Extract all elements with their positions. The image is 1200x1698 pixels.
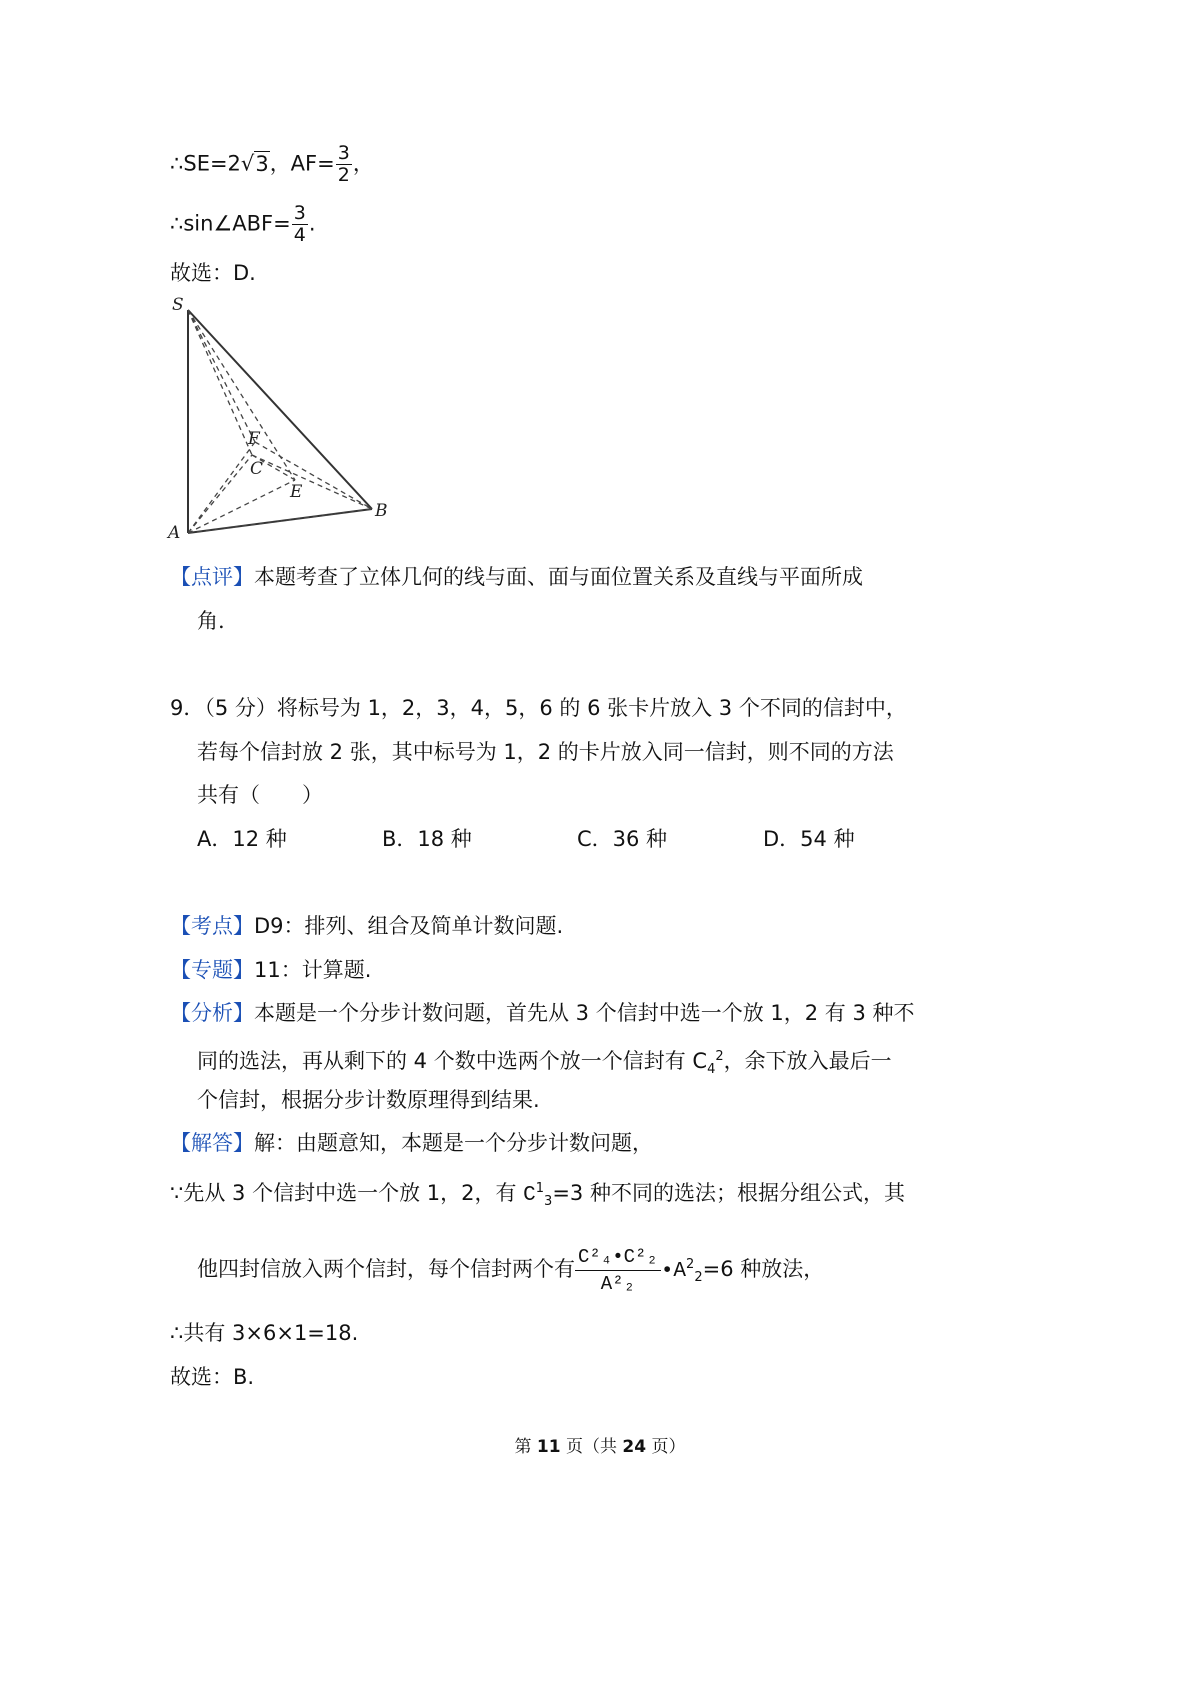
question-line3: 共有（ ） xyxy=(197,783,323,807)
option-d[interactable]: D．54 种 xyxy=(763,827,855,851)
zhuanti-tag: 【专题】 xyxy=(170,958,254,982)
dashed-ab xyxy=(188,509,372,533)
comment-line1 xyxy=(170,562,863,592)
kaodian-tag: 【考点】 xyxy=(170,914,254,938)
answer-b: 故选：B. xyxy=(170,1365,255,1389)
page-total: 24 xyxy=(622,1437,647,1457)
edge-sb xyxy=(188,310,372,509)
because-text-a: ∵先从 3 个信封中选一个放 1，2，有 xyxy=(170,1181,524,1205)
fenxi-line1 xyxy=(170,998,915,1028)
fenxi-line2 xyxy=(197,1042,892,1085)
fraction-sin xyxy=(292,203,308,246)
fraction-af xyxy=(336,143,352,186)
numerator: 3 xyxy=(337,142,350,164)
question-line2: 若每个信封放 2 张，其中标号为 1，2 的卡片放入同一信封，则不同的方法 xyxy=(197,740,894,764)
text-sin: ∴sin∠ABF= xyxy=(170,211,291,236)
total-line: ∴共有 3×6×1=18. xyxy=(170,1321,359,1345)
label-f: F xyxy=(248,429,260,449)
page-footer xyxy=(0,1432,1200,1457)
question-line1: 9．（5 分）将标号为 1，2，3，4，5，6 的 6 张卡片放入 3 个不同的信封中， xyxy=(170,696,907,720)
dashed-cb xyxy=(252,455,372,509)
dashed-fb xyxy=(255,442,372,509)
zhuanti-text: 11：计算题. xyxy=(254,958,372,982)
subscript: 2 xyxy=(694,1270,703,1286)
jieda-line xyxy=(170,1128,653,1158)
kaodian-line xyxy=(170,911,563,941)
fenxi-text2b: ，余下放入最后一 xyxy=(723,1049,892,1073)
dashed-se xyxy=(188,310,295,480)
other-text-b: =6 种放法， xyxy=(702,1257,825,1281)
label-s: S xyxy=(172,295,184,315)
comment-line2: 角. xyxy=(197,609,225,633)
answer-d: 故选：D. xyxy=(170,261,256,285)
numerator: 3 xyxy=(293,202,306,224)
fenxi-text2a: 同的选法，再从剩下的 4 个数中选两个放一个信封有 C xyxy=(197,1049,708,1073)
radicand: 3 xyxy=(255,151,269,176)
label-c: C xyxy=(250,459,264,479)
text-af: ，AF= xyxy=(269,151,335,176)
dashed-ac xyxy=(188,455,252,533)
solution-line-sin xyxy=(170,203,316,246)
because-text-b: =3 种不同的选法；根据分组公式，其 xyxy=(552,1181,905,1205)
comment-tag: 【点评】 xyxy=(170,565,254,589)
jieda-tag: 【解答】 xyxy=(170,1131,254,1155)
footer-suffix: 页） xyxy=(646,1437,686,1457)
page-number: 11 xyxy=(536,1437,561,1457)
denominator: A²₂ xyxy=(600,1272,636,1295)
text-se: ∴SE=2 xyxy=(170,151,241,176)
denominator: 4 xyxy=(293,224,306,246)
subscript: 3 xyxy=(544,1194,553,1210)
fenxi-line3: 个信封，根据分步计数原理得到结果. xyxy=(197,1088,540,1112)
solution-line-se-af xyxy=(170,143,374,186)
superscript: 1 xyxy=(535,1181,545,1196)
label-e: E xyxy=(290,482,303,502)
fenxi-tag: 【分析】 xyxy=(170,1001,254,1025)
superscript: 2 xyxy=(715,1049,724,1064)
option-a[interactable]: A．12 种 xyxy=(197,827,287,851)
punctuation: ， xyxy=(352,151,374,176)
label-b: B xyxy=(375,501,388,521)
numerator: C²₄•C²₂ xyxy=(575,1244,661,1271)
denominator: 2 xyxy=(337,164,350,186)
punctuation: . xyxy=(308,211,316,236)
dashed-sc xyxy=(188,310,252,455)
footer-middle: 页（共 xyxy=(560,1437,623,1457)
option-b[interactable]: B．18 种 xyxy=(382,827,472,851)
superscript: 2 xyxy=(686,1257,695,1272)
label-a: A xyxy=(168,523,181,543)
combination-c: C xyxy=(523,1184,536,1207)
footer-prefix: 第 xyxy=(514,1437,537,1457)
sqrt-icon: √ xyxy=(240,151,255,176)
zhuanti-line xyxy=(170,955,371,985)
comment-text: 本题考查了立体几何的线与面、面与面位置关系及直线与平面所成 xyxy=(254,565,863,589)
subscript: 4 xyxy=(707,1062,716,1078)
dashed-af xyxy=(188,442,255,533)
fraction-formula xyxy=(575,1244,661,1297)
geometry-figure xyxy=(160,290,410,555)
dashed-sf xyxy=(188,310,255,442)
fenxi-text1: 本题是一个分步计数问题，首先从 3 个信封中选一个放 1，2 有 3 种不 xyxy=(254,1001,915,1025)
because-line xyxy=(170,1174,905,1217)
other-text-a: 他四封信放入两个信封，每个信封两个有 xyxy=(197,1257,575,1281)
option-c[interactable]: C．36 种 xyxy=(577,827,668,851)
kaodian-text: D9：排列、组合及简单计数问题. xyxy=(254,914,564,938)
arrangement-a: •A xyxy=(660,1260,687,1283)
jieda-text: 解：由题意知，本题是一个分步计数问题， xyxy=(254,1131,653,1155)
other-line xyxy=(197,1230,824,1313)
